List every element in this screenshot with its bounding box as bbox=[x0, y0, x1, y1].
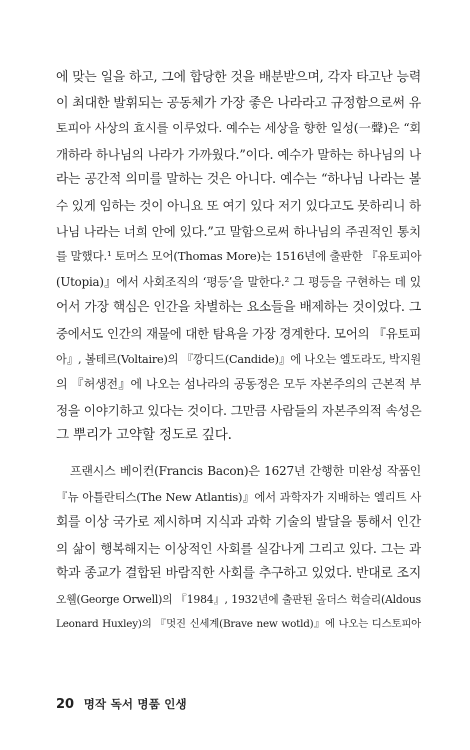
text-line: 이 최대한 발휘되는 공동체가 가장 좋은 나라라고 규정함으로써 유 bbox=[56, 95, 422, 111]
page-number: 20 bbox=[56, 697, 75, 712]
text-line: 토피아 사상의 효시를 이루었다. 예수는 세상을 향한 일성(一聲)은 “회 bbox=[56, 121, 421, 136]
text-line: 를 말했다.¹ 토머스 모어(Thomas More)는 1516년에 출판한 『유토피아 bbox=[56, 249, 422, 264]
text-line: 의 삶이 행복해지는 이상적인 사회를 실감나게 그리고 있다. 그는 과 bbox=[56, 540, 421, 556]
text-line: 그 뿌리가 고약할 정도로 깊다. bbox=[56, 427, 232, 444]
text-line: 학과 종교가 결합된 바람직한 사회를 추구하고 있었다. 반대로 조지 bbox=[56, 566, 421, 582]
text-line: Leonard Huxley)의 『멋진 신세계(Brave new wotld)』에 나오는 디스토피아 bbox=[56, 618, 421, 631]
text-line: 회를 이상 국가로 제시하며 지식과 과학 기술의 발달을 통해서 인간 bbox=[56, 515, 421, 531]
text-line: 중에서도 인간의 재물에 대한 탐욕을 가장 경계한다. 모어의 『유토피 bbox=[56, 325, 421, 341]
text-line: 『뉴 아틀란티스(The New Atlantis)』에서 과학자가 지배하는 엘리트 사 bbox=[56, 489, 421, 504]
paragraph-2 bbox=[56, 459, 421, 638]
body-text bbox=[56, 65, 421, 638]
text-line: 의 『허생전』에 나오는 섬나라의 공동정은 모두 자본주의의 근본적 부 bbox=[56, 377, 421, 392]
page-footer bbox=[56, 696, 187, 712]
text-line: 아』, 볼테르(Voltaire)의 『깡디드(Candide)』에 나오는 엘도라도, 박지원 bbox=[56, 352, 421, 366]
running-title: 명작 독서 명품 인생 bbox=[83, 697, 187, 711]
text-line: 수 있게 임하는 것이 아니요 또 여기 있다 저기 있다고도 못하리니 하 bbox=[56, 197, 421, 213]
text-line: 나님 나라는 너희 안에 있다.”고 말함으로써 하나님의 주권적인 통치 bbox=[56, 223, 421, 239]
paragraph-1 bbox=[56, 65, 421, 449]
text-line: 에 맞는 일을 하고, 그에 합당한 것을 배분받으며, 각자 타고난 능력 bbox=[56, 70, 421, 85]
text-line: 프랜시스 베이컨(Francis Bacon)은 1627년 간행한 미완성 작품인 bbox=[70, 463, 421, 478]
text-line: 정을 이야기하고 있다는 것이다. 그만큼 사람들의 자본주의적 속성은 bbox=[56, 402, 422, 418]
text-line: 어서 가장 핵심은 인간을 차별하는 요소들을 배제하는 것이었다. 그 bbox=[56, 300, 421, 316]
text-line: (Utopia)』에서 사회조직의 ‘평등’을 말한다.² 그 평등을 구현하는 데 있 bbox=[56, 274, 421, 289]
text-line: 오웰(George Orwell)의 『1984』, 1932년에 출판된 올더스 헉슬리(Aldous bbox=[56, 592, 421, 606]
text-line: 개하라 하나님의 나라가 가까웠다.”이다. 예수가 말하는 하나님의 나 bbox=[56, 146, 421, 162]
text-line: 라는 공간적 의미를 말하는 것은 아니다. 예수는 “하나님 나라는 볼 bbox=[56, 172, 421, 188]
